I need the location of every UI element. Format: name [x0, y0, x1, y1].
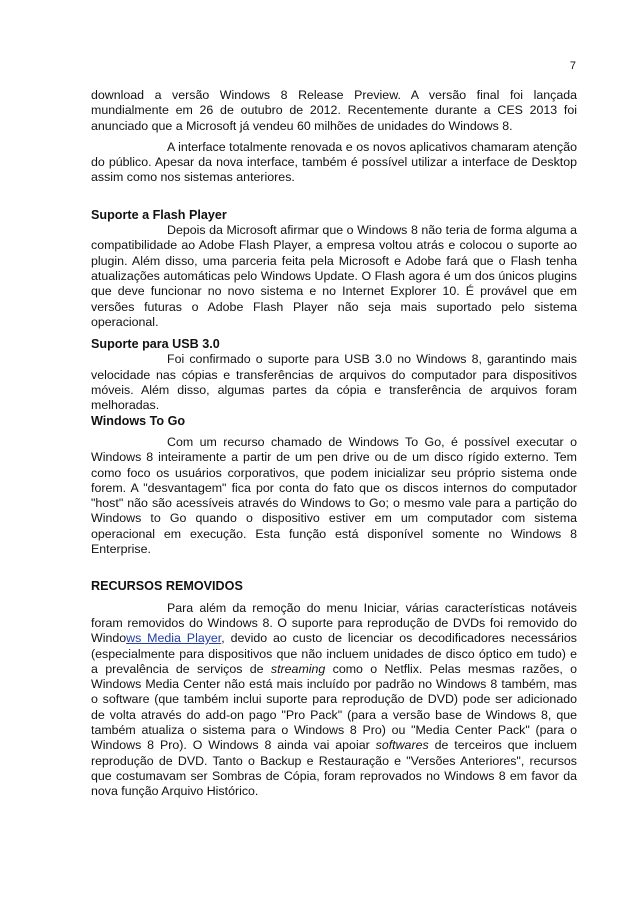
emphasis-softwares: softwares — [375, 738, 429, 753]
paragraph-release: download a versão Windows 8 Release Preview. A versão final foi lançada mundialmente em 26 de outubro de 2012. Recentemente durante a CES 2013 foi anunciado que a Microsoft já vendeu 60 milhões de unidades do Windows 8. — [91, 88, 577, 133]
windows-media-player-link[interactable]: ws Media Player — [126, 631, 222, 646]
paragraph-removed-features — [91, 601, 577, 800]
emphasis-streaming: streaming — [270, 661, 326, 676]
paragraph-interface: A interface totalmente renovada e os novos aplicativos chamaram atenção do público. Apesar da nova interface, também é possível utilizar a interface de Desktop assim como nos sistemas anteriores. — [91, 139, 577, 185]
page-content — [91, 88, 577, 799]
text-segment: como o Netflix. Pelas mesmas razões, o Windows Media Center não está mais incluído por padrão no Windows 8 também, mas o software (que também inclui suporte para reprodução de DVD) pode ser adicionado de volta através do add-on pago "Pro Pack" (para a versão base de Windows 8, que também atualiza o sistema para o Windows 8 Pro) ou "Media Center Pack" (para o Windows 8 Pro). O Windows 8 ainda vai apoiar — [91, 661, 577, 753]
paragraph-windows-to-go: Com um recurso chamado de Windows To Go, é possível executar o Windows 8 inteiramente a partir de um pen drive ou de um disco rígido externo. Tem como foco os usuários corporativos, que podem inicializar seu próprio sistema onde forem. A "desvantagem" fica por conta do fato que os discos internos do computador "host" não são acessíveis através do Windows to Go; o mesmo vale para a partição do Windows to Go quando o dispositivo estiver em um computador com sistema operacional em execução. Esta função está disponível somente no Windows 8 Enterprise. — [91, 434, 577, 557]
text-segment: de terceiros que incluem reprodução de DVD. Tanto o Backup e Restauração e "Versões Anteriores", recursos que costumavam ser Sombras de Cópia, foram reprovados no Windows 8 em favor da nova função Arquivo Histórico. — [91, 738, 577, 799]
heading-usb: Suporte para USB 3.0 — [91, 337, 220, 352]
text-segment: , devido ao custo de licenciar os decodificadores necessários (especialmente para dispositivos que não incluem unidades de disco óptico em tudo) e a prevalência de serviços de — [91, 631, 577, 676]
text-segment: Para além da remoção do menu Iniciar, várias características notáveis foram removidos do Windows 8. O suporte para reprodução de DVDs foi removido do Windo — [91, 600, 577, 646]
paragraph-flash-player: Depois da Microsoft afirmar que o Windows 8 não teria de forma alguma a compatibilidade ao Adobe Flash Player, a empresa voltou atrás e colocou o suporte ao plugin. Além disso, uma parceria feita pela Microsoft e Adobe fará que o Flash tenha atualizações automáticas pelo Windows Update. O Flash agora é um dos únicos plugins que deve funcionar no novo sistema e no Internet Explorer 10. É provável que em versões futuras o Adobe Flash Player não seja mais suportado pelo sistema operacional. — [91, 223, 577, 329]
paragraph-usb: Foi confirmado o suporte para USB 3.0 no Windows 8, garantindo mais velocidade nas cópias e transferências de arquivos do computador para dispositivos móveis. Além disso, algumas partes da cópia e transferência de arquivos foram melhoradas. — [91, 352, 577, 413]
heading-windows-to-go: Windows To Go — [91, 413, 186, 428]
heading-removed-features: RECURSOS REMOVIDOS — [91, 579, 243, 594]
heading-flash-player: Suporte a Flash Player — [91, 207, 227, 222]
page-number: 7 — [569, 60, 576, 72]
